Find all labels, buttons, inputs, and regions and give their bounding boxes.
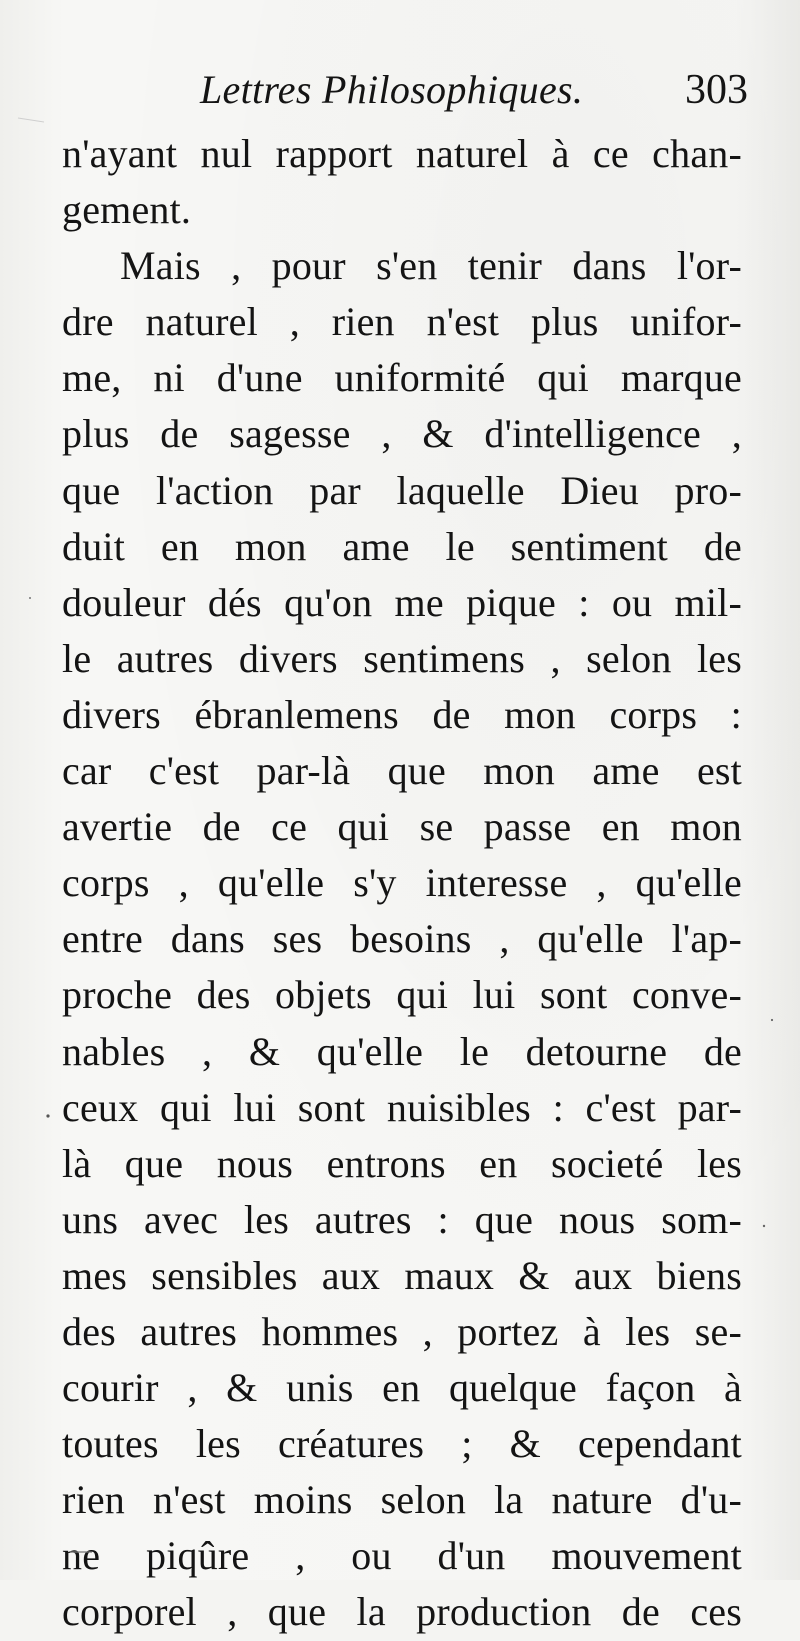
text-line: avertie de ce qui se passe en mon [62, 804, 742, 850]
text-line: ne piqûre , ou d'un mouvement [62, 1533, 742, 1579]
body-text [62, 126, 742, 1641]
text-line: corporel , que la production de ces [62, 1589, 742, 1635]
text-line: car c'est par-là que mon ame est [62, 748, 742, 794]
page-header [0, 62, 800, 118]
text-line: des autres hommes , portez à les se- [62, 1308, 742, 1354]
text-line: douleur dés qu'on me pique : ou mil- [62, 579, 742, 625]
page-number: 303 [685, 67, 748, 113]
text-line: divers ébranlemens de mon corps : [62, 691, 742, 737]
text-line: nables , & qu'elle le detourne de [62, 1028, 742, 1074]
text-line: gement. [62, 187, 192, 233]
text-line: me, ni d'une uniformité qui marque [62, 355, 742, 401]
text-line: rien n'est moins selon la nature d'u- [62, 1477, 742, 1523]
text-line: entre dans ses besoins , qu'elle l'ap- [62, 916, 742, 962]
text-line: courir , & unis en quelque façon à [62, 1365, 742, 1411]
running-title: Lettres Philosophiques. [200, 67, 584, 112]
text-line: plus de sagesse , & d'intelligence , [62, 411, 742, 457]
text-line: dre naturel , rien n'est plus unifor- [62, 299, 742, 345]
text-line: proche des objets qui lui sont conve- [62, 972, 742, 1018]
text-line: ceux qui lui sont nuisibles : c'est par- [62, 1084, 742, 1130]
text-line: mes sensibles aux maux & aux biens [62, 1252, 742, 1298]
text-line: Mais , pour s'en tenir dans l'or- [120, 243, 742, 289]
text-line: que l'action par laquelle Dieu pro- [62, 467, 742, 513]
text-line: corps , qu'elle s'y interesse , qu'elle [62, 860, 742, 906]
text-line: duit en mon ame le sentiment de [62, 523, 742, 569]
text-line: uns avec les autres : que nous som- [62, 1196, 742, 1242]
text-line: là que nous entrons en societé les [62, 1140, 742, 1186]
text-line: n'ayant nul rapport naturel à ce chan- [62, 131, 742, 176]
text-line: toutes les créatures ; & cependant [62, 1421, 742, 1467]
text-line: le autres divers sentimens , selon les [62, 635, 742, 681]
